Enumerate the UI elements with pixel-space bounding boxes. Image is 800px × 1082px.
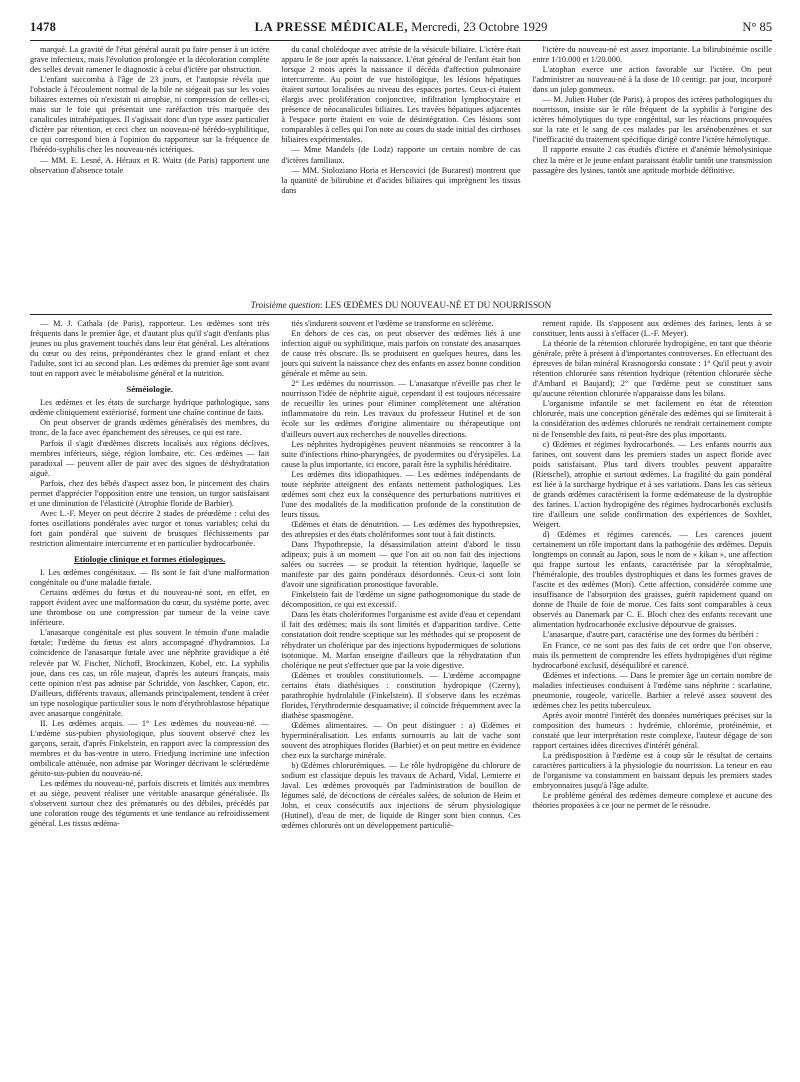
paragraph: Les néphrites hydropigènes peuvent néanmoins se rencontrer à la suite d'infections rhino-pharyngées, de pyodermites ou d'érysipèles. La cause la plus importante, ici encore, paraît être la syphilis héréditaire.	[281, 439, 521, 469]
paragraph: Finkelstein fait de l'œdème un signe pathognomonique du stade de décomposition, ce qui est excessif.	[281, 590, 521, 610]
page-header	[30, 20, 772, 36]
top-columns	[30, 45, 772, 297]
paragraph: L'anasarque congénitale est plus souvent le témoin d'une maladie fœtale; l'œdème du fœtus est alors accompagné d'hydramnios. La coïncidence de l'anasarque fœtale avec une néphrite gravidique a été relevée par W. Fischer, Nichoff, Brockinzen, Kobel, etc. La syphilis joue, dans ces cas, un rôle majeur, d'après les auteurs français, mais cette opinion n'est pas admise par Schridde, von Jaschker, Capon, etc. D'ailleurs, différents travaux, allemands principalement, tendent à créer un type nosologique particulier sous le nom d'érythroblastose hépatique avec anasarque congénitale.	[30, 628, 270, 718]
section-title-text: : LES ŒDÈMES DU NOUVEAU-NÉ ET DU NOURRISSON	[320, 300, 552, 310]
section-rule	[30, 314, 772, 315]
paragraph: En dehors de ces cas, on peut observer des œdèmes liés à une infection aiguë ou syphilitique, mais parfois on constate des anasarques de cause très obscure. Ils se produisent en quelques heures, dans les jours qui suivent la naissance chez des enfants en assez bonne condition générale et même au sein.	[281, 329, 521, 379]
paragraph: Il rapporte ensuite 2 cas étudiés d'ictère et d'anémie hémolysinique chez la mère et le jeune enfant paraissant établir tantôt une transmission passagère des lysines, tantôt une aptitude morbide définitive.	[532, 145, 772, 175]
bottom-column-2	[281, 319, 520, 1039]
paragraph: En France, ce ne sont pas des faits de cet ordre que l'on observe, mais ils permettent de comprendre les effets hydropigènes d'un régime hydrocarboné exclusif, déséquilibré et carencé.	[532, 640, 772, 670]
newspaper-page	[30, 20, 772, 1070]
paragraph: Œdèmes et infections. — Dans le premier âge un certain nombre de maladies infectieuses conduisent à l'œdème sans néphrite : scarlatine, pneumonie, rougeole, varicelle. Barbier a relevé assez souvent des œdèmes chez les petits tuberculeux.	[532, 670, 772, 710]
heading-etiologie: Etiologie clinique et formes étiologiques.	[74, 554, 226, 565]
bottom-column-1	[30, 319, 269, 1039]
paragraph: l'ictère du nouveau-né est assez importante. La bilirubinémie oscille entre 1/10.000 et 1/20.000.	[532, 45, 772, 65]
paragraph: — M. Julien Huber (de Paris), à propos des ictères pathologiques du nourrisson, insiste sur le rôle fréquent de la syphilis à l'origine des ictères hémolytiques du type congénital, sur les réactions provoquées sur la rate et le sang de ces malades par les arsénobenzènes et sur l'inefficacité du traitement spécifique dirigé contre l'ictère hémolytique.	[532, 95, 772, 145]
issue-date: Mercredi, 23 Octobre 1929	[411, 20, 548, 34]
issue-number: N° 85	[742, 20, 772, 34]
paragraph: L'atophan exerce une action favorable sur l'ictère. On peut l'administrer au nouveau-né à la dose de 10 centigr. par jour, incorporé dans un julep gommeux.	[532, 65, 772, 95]
bottom-column-3	[533, 319, 772, 1039]
paragraph: d) Œdèmes et régimes carencés. — Les carences jouent certainement un rôle important dans la pathogénie des œdèmes. Depuis longtemps on connaît au Japon, sous le nom de « kikan », une affection qui frappe surtout les enfants, caractérisée par la xérophtalmie, l'héméralopie, des troubles dystrophiques et dans les formes graves de l'ascite et des œdèmes (Mori). Cette affection, considérée comme une insuffisance de l'absorption des graisses, guérit rapidement quand on donne de l'huile de foie de morue. Ces faits sont comparables à ceux observés au Danemark par C. E. Bloch chez des enfants recevant une alimentation hydrocarbonée exclusive dépourvue de graisses.	[532, 529, 772, 630]
paragraph: La prédisposition à l'œdème est à coup sûr le résultat de certains caractères particuliers à la physiologie du nourrisson. La teneur en eau de l'organisme va constamment en baissant depuis les premiers stades embryonnaires jusqu'à l'âge adulte.	[532, 751, 772, 791]
paragraph: c) Œdèmes et régimes hydrocarbonés. — Les enfants nourris aux farines, ont souvent dans les premiers stades un aspect floride avec poids satisfaisant. Plus tard divers troubles peuvent apparaître (Rietschel), atrophie et surtout œdèmes. La fragilité du gain pondéral est liée à la surcharge hydrique et à ses variations. Dans les cas sérieux de grands œdèmes caractérisent la forme œdémateuse de la dystrophie des farines. L'action hydropigène des régimes hydrocarbonés exclusifs tire d'ailleurs une solide confirmation des expériences de Soxhlet, Weigert.	[532, 439, 772, 529]
paragraph: Œdèmes et troubles constitutionnels. — L'œdème accompagne certains états diathésiques : constitution hydropique (Czerny), parathrophie hydrolabile (Finkelstein). Il s'observe dans les eczémas florides, l'érythrodermie desquamative; il coïncide fréquemment avec la diathèse spasmogène.	[281, 670, 521, 720]
page-number: 1478	[30, 20, 57, 34]
paragraph: 2° Les œdèmes du nourrisson. — L'anasarque n'éveille pas chez le nourrisson l'idée de néphrite aiguë, cependant il est toujours nécessaire de recueillir les urines pour éliminer complètement une altération inflammatoire du rein. Les travaux du professeur Hutinel et de son école sur les œdèmes d'origine alimentaire ou thérapeutique ont d'ailleurs ouvert aux recherches de nouvelles directions.	[281, 379, 521, 439]
paragraph: II. Les œdèmes acquis. — 1° Les œdèmes du nouveau-né. — L'œdème sus-pubien physiologique, plus souvent observé chez les garçons, serait, d'après Finkelstein, en rapport avec la compression des membres et du bas-ventre in utero. Friedjung incrimine une infection ombilicale atténuée, non admise par Woringer décrivant le sclérœdème génito-sus-pubien du nouveau-né.	[30, 718, 270, 779]
paragraph: — M. J. Cathala (de Paris), rapporteur. Les œdèmes sont très fréquents dans le premier âge, et d'autant plus qu'il s'agit d'enfants plus jeunes ou plus gravement touchés dans leur état général. Les altérations du cœur ou des reins, prépondérantes chez le grand enfant et chez l'adulte, sont ici au second plan. Les œdèmes du premier âge sont avant tout en rapport avec le métabolisme général et la nutrition.	[30, 319, 270, 379]
paragraph: Dans les états cholériformes l'organisme est avide d'eau et cependant il fait des œdèmes; mais ils sont limités et d'apparition tardive. Cette constatation doit rendre sceptique sur les méthodes qui se proposent de réhydrater un cholérique par des injections hypodermiques de solutions isotonique. M. Marfan enseigne d'ailleurs que la réhydratation d'un cholérique ne peut s'effectuer que par la voie digestive.	[281, 610, 521, 670]
journal-title	[30, 20, 772, 35]
paragraph: Les œdèmes dits idiopathiques. — Les œdèmes indépendants de toute néphrite atteignent des enfants nettement pathologiques. Les œdèmes sont chez eux la conséquence des perturbations nutritives et l'une des modalités de la modification profonde de la constitution de leurs tissus.	[281, 469, 521, 519]
top-column-2	[281, 45, 520, 297]
paragraph: Œdèmes et états de dénutrition. — Les œdèmes des hypothrepsies, des athrepsies et des états cholériformes sont tout à fait distincts.	[281, 519, 521, 539]
top-column-3	[533, 45, 772, 297]
paragraph: — Mme Mandels (de Lodz) rapporte un certain nombre de cas d'ictères familiaux.	[281, 145, 521, 165]
journal-name: LA PRESSE MÉDICALE,	[254, 20, 409, 34]
bottom-columns	[30, 319, 772, 1039]
paragraph: Certains œdèmes du fœtus et du nouveau-né sont, en effet, en rapport évident avec une malformation du cœur, du système porte, avec une thrombose ou une compression par tumeur de la veine cave inférieure.	[30, 588, 270, 628]
section-title-prefix: Troisième question	[250, 300, 321, 310]
top-column-1	[30, 45, 269, 297]
paragraph: — MM. Sioloziano Horia et Herscovici (de Bucarest) montrent que la quantité de bilirubine et d'acides biliaires qui imprègnent les tissus dans	[281, 165, 521, 195]
paragraph: Parfois il s'agit d'œdèmes discrets localisés aux régions déclives, membres inférieurs, siège, région lombaire, etc. Ces œdèmes — fait paradoxal — peuvent aller de pair avec des signes de déshydratation aiguë.	[30, 438, 270, 478]
paragraph: Avec L.-F. Meyer on peut décrire 2 stades de préœdème : celui des fortes oscillations pondérales avec turgor et tonus variables; celui du fort gain pondéral que suivent de brusques fléchissements par restriction alimentaire intercurrente et en particulier hydrocarbonée.	[30, 508, 270, 548]
paragraph: rement rapide. Ils s'opposent aux œdèmes des farines, lents à se constituer, lents aussi à s'effacer (L.-F. Meyer).	[532, 319, 772, 339]
paragraph: marqué. La gravité de l'état général aurait pu faire penser à un ictère grave infectieux, mais l'évolution prolongée et la décoloration complète des selles devait ramener le diagnostic à celui d'ictère par obstruction.	[30, 45, 270, 75]
paragraph: I. Les œdèmes congénitaux. — Ils sont le fait d'une malformation congénitale ou d'une maladie fœtale.	[30, 568, 270, 588]
paragraph: — MM. E. Lesné, A. Héraux et R. Waitz (de Paris) rapportent une observation d'absence totale	[30, 155, 270, 175]
paragraph: Parfois, chez des bébés d'aspect assez bon, le pincement des chairs permet d'apprécier l'opposition entre une tension, un turgor satisfaisant et une diminution de l'élasticité (Atrophie floride de Barbier).	[30, 478, 270, 508]
header-rule	[30, 40, 772, 41]
paragraph: L'organisme infantile se met facilement en état de rétention chlorurée, mais une conception générale des œdèmes qui se limiterait à la considération des œdèmes chlorurés ne rendrait certainement compte ni de l'ensemble des faits, ni peut-être des plus importants.	[532, 399, 772, 439]
paragraph: Dans l'hypothrepsie, la désassimilation atteint d'abord le tissu adipeux; puis à un moment — que l'on ait ou non fait des injections salées ou sucrées — se produit la rétention hydrique, laquelle se manifeste par des gains pondéraux désordonnés. Ceux-ci sont loin d'avoir une signification pronostique favorable.	[281, 540, 521, 590]
paragraph: L'anasarque, d'autre part, caractérise une des formes du béribéri :	[542, 630, 759, 640]
paragraph: L'enfant succomba à l'âge de 23 jours, et l'autopsie révéla que l'obstacle à l'écoulement normal de la bile ne siégeait pas sur les voies biliaires externes où n'existait ni atrophie, ni compression de celles-ci, mais sur le foie qui présentait une raréfaction très marquée des canalicules intrahépatiques. Il s'agissait donc d'un type assez particulier d'ictère par rétention, et ceci chez un nouveau-né hérédo-syphilitique, ce qui correspond bien à l'opinion du rapporteur sur la fréquence de l'hérédo-syphilis chez les nouveau-nés ictériques.	[30, 75, 270, 155]
paragraph: b) Œdèmes chlorurémiques. — Le rôle hydropigène du chlorure de sodium est classique depuis les travaux de Achard, Vidal, Lemierre et Javal. Les œdèmes provoqués par l'administration de bouillon de légumes salé, de décoctions de céréales salées, de solution de Heim et John, et ceux consécutifs aux injections de sérum physiologique (Hutinel), d'eau de mer, de liquide de Ringer sont bien connus. Ces œdèmes chlorurés ont un développement particuliè-	[281, 761, 521, 831]
paragraph: Le problème général des œdèmes demeure complexe et aucune des théories proposées à ce jour ne permet de le résoudre.	[532, 791, 772, 811]
paragraph: Œdèmes alimentaires. — On peut distinguer : a) Œdèmes et hyperminéralisation. Les enfants surnourris au lait de vache sont souvent des atrophiques florides (Barbier) et on peut mettre en évidence chez eux la surcharge minérale.	[281, 720, 521, 761]
paragraph: Les œdèmes et les états de surcharge hydrique pathologique, sans œdème cliniquement extériorisé, forment une chaîne continue de faits.	[30, 398, 270, 418]
paragraph: Après avoir montré l'intérêt des données numériques précises sur la composition des humeurs : hydrémie, chlorémie, protéinémie, et constaté que leur interprétation reste complexe, l'auteur dégage de son rapport certaines idées directives d'intérêt général.	[532, 710, 772, 750]
paragraph: Les œdèmes du nouveau-né, parfois discrets et limités aux membres et au siège, peuvent réaliser une véritable anasarque généralisée. Ils s'observent surtout chez des prématurés ou des débiles, précédés par une coloration rouge des téguments et une tendance au refroidissement général. Les tissus œdéma-	[30, 779, 270, 829]
section-title	[30, 300, 772, 310]
paragraph: du canal cholédoque avec atrésie de la vésicule biliaire. L'ictère était apparu le 8e jour après la naissance. L'état général de l'enfant était bon lorsque 2 mois après la naissance il décéda d'affection pulmonaire intercurrente. Au point de vue histologique, les lésions hépatiques étaient surtout localisées au niveau des espaces portes. Ceux-ci étaient élargis avec prolifération conjonctive, infiltration lymphocytaire et présence de néocanalicules biliaires. Les travées hépatiques adjacentes à l'espace porte étaient en voie de désintégration. Ces lésions sont comparables à celles qui l'on note au cours du stade initial des cirrhoses biliaires expérimentales.	[281, 45, 521, 145]
heading-semeiologie: Séméiologie.	[126, 384, 173, 395]
paragraph: tiés s'indurent souvent et l'œdème se transforme en sclérème.	[291, 319, 494, 328]
paragraph: La théorie de la rétention chlorurée hydropigène, en tant que théorie générale, prête à présent à d'importantes controverses. En effectuant des épreuves de bilan minéral Krasnogorski constate : 1° Qu'il peut y avoir rétention chlorurée sans rétention hydrique (rétention chlorurée sèche d'Ambard et Baujard); 2° que l'œdème peut se constituer sans qu'aucune rétention chlorurée n'apparaisse dans les bilans.	[532, 339, 772, 399]
paragraph: On peut observer de grands œdèmes généralisés des membres, du tronc, de la face avec épanchement des séreuses, ce qui est rare.	[30, 418, 270, 438]
